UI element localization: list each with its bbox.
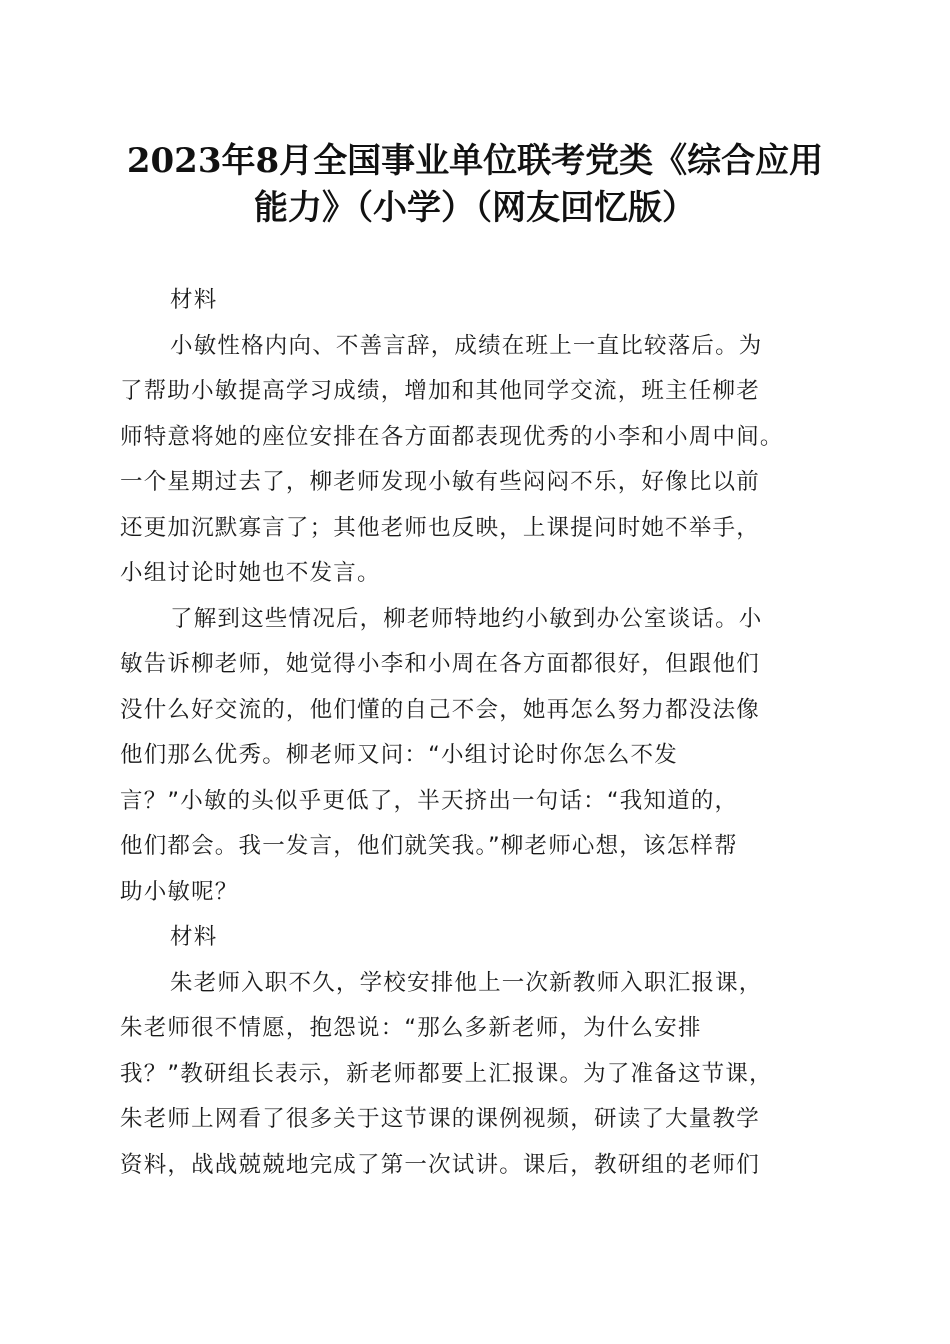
paragraph-line: 言？”小敏的头似乎更低了，半天挤出一句话：“我知道的， — [120, 787, 739, 814]
section-label: 材料 — [170, 287, 218, 313]
paragraph-line: 朱老师上网看了很多关于这节课的课例视频，研读了大量教学 — [120, 1106, 760, 1132]
paragraph-line: 朱老师很不情愿，抱怨说：“那么多新老师，为什么安排 — [120, 1015, 702, 1041]
paragraph-line: 朱老师入职不久，学校安排他上一次新教师入职汇报课， — [170, 969, 763, 996]
title-line-1: 2023年8月全国事业单位联考党类《综合应用 — [126, 141, 824, 181]
paragraph-line: 了帮助小敏提高学习成绩，增加和其他同学交流，班主任柳老 — [120, 378, 760, 404]
paragraph-line: 小组讨论时她也不发言。 — [120, 560, 381, 586]
paragraph-line: 师特意将她的座位安排在各方面都表现优秀的小李和小周中间。 — [120, 423, 784, 450]
paragraph-line: 我？”教研组长表示，新老师都要上汇报课。为了准备这节课， — [120, 1060, 773, 1087]
paragraph-line: 资料，战战兢兢地完成了第一次试讲。课后，教研组的老师们 — [120, 1151, 760, 1178]
paragraph-line: 一个星期过去了，柳老师发现小敏有些闷闷不乐，好像比以前 — [120, 469, 760, 495]
paragraph-line: 了解到这些情况后，柳老师特地约小敏到办公室谈话。小 — [170, 605, 763, 632]
paragraph-line: 没什么好交流的，他们懂的自己不会，她再怎么努力都没法像 — [120, 696, 760, 723]
paragraph-line: 小敏性格内向、不善言辞，成绩在班上一直比较落后。为 — [170, 332, 763, 359]
document-body — [120, 278, 835, 1188]
title-line-2: 能力》（小学）（网友回忆版） — [254, 188, 696, 228]
section-label: 材料 — [170, 924, 218, 950]
paragraph-line: 还更加沉默寡言了；其他老师也反映，上课提问时她不举手， — [120, 514, 760, 541]
document-title — [100, 138, 850, 232]
paragraph-line: 他们都会。我一发言，他们就笑我。”柳老师心想，该怎样帮 — [120, 833, 738, 859]
paragraph-line: 敏告诉柳老师，她觉得小李和小周在各方面都很好，但跟他们 — [120, 651, 760, 677]
paragraph-line: 助小敏呢？ — [120, 878, 239, 905]
paragraph-line: 他们那么优秀。柳老师又问：“小组讨论时你怎么不发 — [120, 742, 678, 768]
